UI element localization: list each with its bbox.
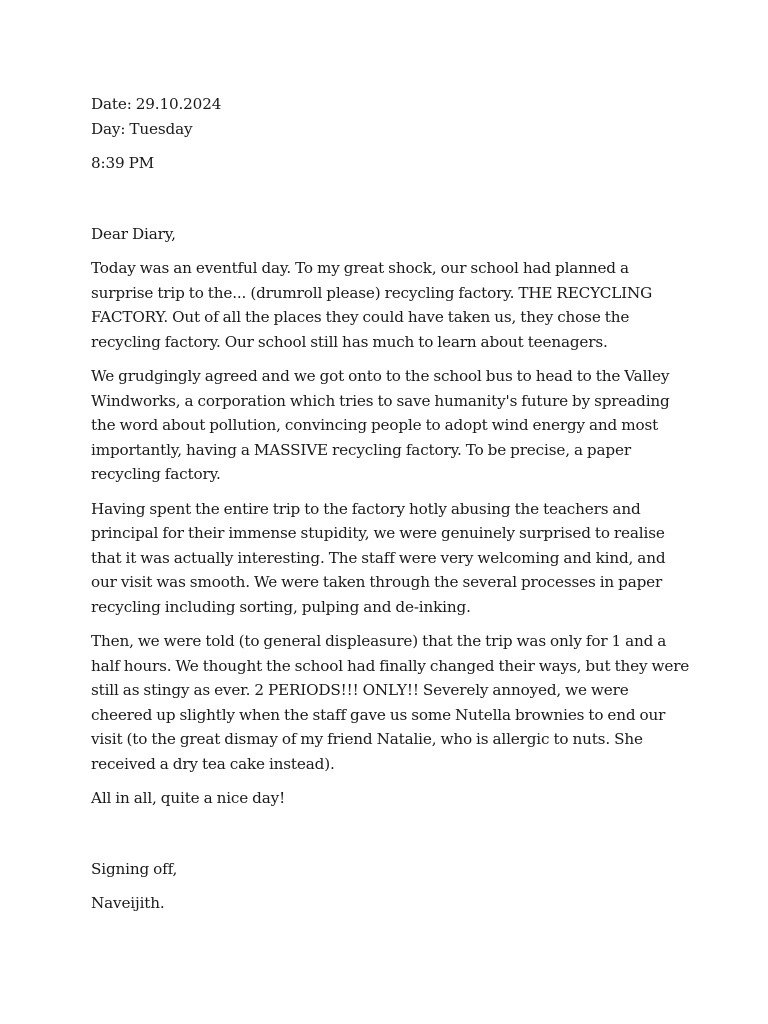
body-paragraph: We grudgingly agreed and we got onto to the school bus to head to the Valley Windworks, a corporation which tries to save humanity's future by spreading the word about pollution, convincing people to adopt wind energy and most importantly, having a MASSIVE recycling factory. To be precise, a paper recycling factory. (91, 367, 670, 483)
closing-remark: All in all, quite a nice day! (91, 789, 286, 807)
body-paragraph: Today was an eventful day. To my great shock, our school had planned a surprise trip to the... (drumroll please) recycling factory. THE RECYCLING FACTORY. Out of all the places they could have taken us, they chose the recycling factory. Our school still has much to learn about teenagers. (91, 259, 653, 351)
entry-time: 8:39 PM (91, 154, 155, 172)
body-paragraph: Having spent the entire trip to the factory hotly abusing the teachers and principal for their immense stupidity, we were genuinely surprised to realise that it was actually interesting. The staff were very welcoming and kind, and our visit was smooth. We were taken through the several processes in paper recycling including sorting, pulping and de-inking. (91, 499, 666, 616)
signature-name: Naveijith. (91, 894, 165, 912)
salutation: Dear Diary, (91, 224, 176, 243)
diary-page (91, 92, 691, 916)
entry-date: Date: 29.10.2024 (91, 95, 222, 113)
body-paragraph: Then, we were told (to general displeasure) that the trip was only for 1 and a half hours. We thought the school had finally changed their ways, but they were still as stingy as ever. 2 PERIODS!!! ONLY!! Severely annoyed, we were cheered up slightly when the staff gave us some Nutella brownies to end our visit (to the great dismay of my friend Natalie, who is allergic to nuts. She received a dry tea cake instead). (91, 632, 690, 773)
sign-off: Signing off, (91, 859, 178, 878)
entry-day: Day: Tuesday (91, 119, 193, 138)
